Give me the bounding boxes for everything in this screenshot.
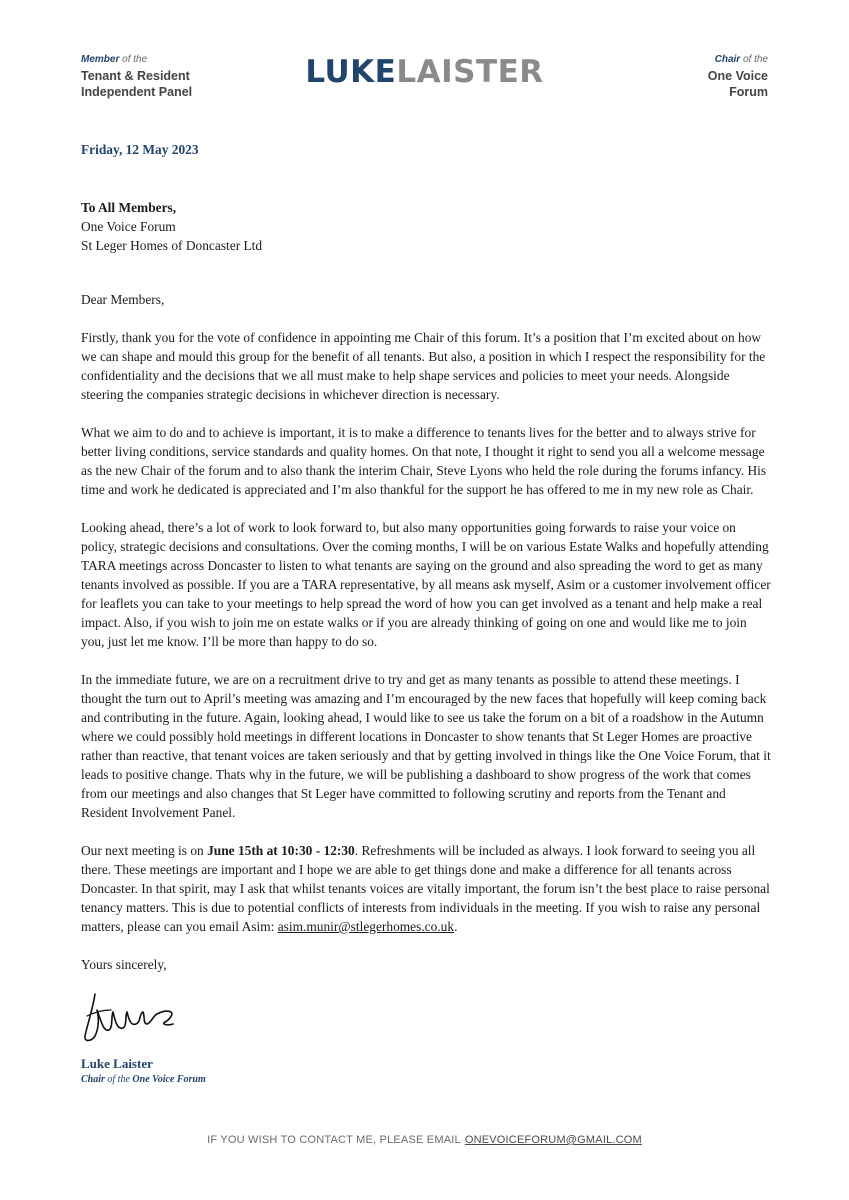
letter-date: Friday, 12 May 2023: [81, 142, 199, 157]
address-line1: One Voice Forum: [81, 219, 176, 234]
member-role: Member: [81, 54, 120, 65]
footer-text: IF YOU WISH TO CONTACT ME, PLEASE EMAIL: [207, 1134, 461, 1146]
logo-last-name: LAISTER: [396, 54, 544, 90]
header-chair-block: [708, 52, 768, 100]
letter-body: [81, 328, 771, 993]
paragraph-4: In the immediate future, we are on a recruitment drive to try and get as many tenants as possible to attend these meetings. I thought the turn out to April’s meeting was amazing and I’m encouraged by the new faces that hopefully will keep coming back and contributing in the future. Again, looking ahead, I would like to see us take the forum on a bit of a roadshow in the Autumn where we could possibly hold meetings in different locations in Doncaster to show tenants that St Leger Homes are proactive rather than reactive, that tenant voices are taken seriously and that by getting involved in things like the One Voice Forum, that it leads to positive change. Thats why in the future, we will be publishing a dashboard to show progress of the work that comes from our meetings and also changes that St Leger have committed to following scrutiny and reports from the Tenant and Resident Involvement Panel.: [81, 672, 771, 820]
signatory-role-prefix: Chair: [81, 1074, 105, 1085]
member-panel-line1: Tenant & Resident: [81, 69, 190, 83]
asim-email-link[interactable]: asim.munir@stlegerhomes.co.uk: [277, 919, 455, 934]
chair-of: of the: [742, 54, 768, 65]
member-of: of the: [122, 54, 148, 65]
paragraph-3: Looking ahead, there’s a lot of work to look forward to, but also many opportunities going forwards to raise your voice on policy, strategic decisions and consultations. Over the coming months, I will be on various Estate Walks and hopefully attending TARA meetings across Doncaster to listen to what tenants are saying on the ground and also spreading the word to get as many tenants involved as possible. If you are a TARA representative, by all means ask myself, Asim or a customer involvement officer for leaflets you can take to your meetings to help spread the word of how you can get involved as a tenant and help make a real impact. Also, if you wish to join me on estate walks or if you are already thinking of going on one and would like me to join you, just let me know. I’ll be more than happy to do so.: [81, 520, 771, 649]
address-line2: St Leger Homes of Doncaster Ltd: [81, 238, 263, 253]
chair-forum-line2: Forum: [729, 85, 768, 99]
signatory-role-mid: of the: [104, 1074, 133, 1085]
chair-role: Chair: [714, 54, 741, 65]
p5-intro: Our next meeting is on: [81, 843, 208, 858]
p5-body: . Refreshments will be included as always. I look forward to seeing you all there. These meetings are important and I hope we are able to get things done and make a difference for all tenants across Doncaster. In that spirit, may I ask that whilst tenants voices are vitally important, the forum isn’t the best place to raise personal tenancy matters. This is due to potential conflicts of interests from individuals in the meeting. If you wish to raise any personal matters, please can you email Asim:: [81, 843, 770, 934]
recipient-address: [81, 198, 781, 255]
signatory-name: Luke Laister: [81, 1056, 153, 1071]
paragraph-2: What we aim to do and to achieve is important, it is to make a difference to tenants lives for the better and to always strive for better living conditions, service standards and quality homes. On that note, I thought it right to send you all a welcome message as the new Chair of the forum and to also thank the interim Chair, Steve Lyons who held the role during the forums infancy. His time and work he dedicated is appreciated and I’m also thankful for the support he has offered to me in my new role as Chair.: [81, 425, 767, 497]
paragraph-5: [81, 841, 771, 936]
p5-end: .: [454, 919, 458, 934]
meeting-time: June 15th at 10:30 - 12:30: [207, 843, 355, 858]
logo-first-name: LUKE: [305, 54, 397, 90]
member-panel-line2: Independent Panel: [81, 85, 193, 99]
contact-footer: [0, 1134, 849, 1146]
signatory-role-org: One Voice Forum: [132, 1074, 206, 1085]
address-to: To All Members,: [81, 200, 177, 215]
handwritten-signature: [81, 986, 181, 1046]
chair-forum-line1: One Voice: [707, 69, 768, 83]
closing: Yours sincerely,: [81, 957, 167, 972]
forum-email-link[interactable]: ONEVOICEFORUM@GMAIL.COM: [464, 1134, 642, 1146]
paragraph-1: Firstly, thank you for the vote of confidence in appointing me Chair of this forum. It’s a position that I’m excited about on how we can shape and mould this group for the benefit of all tenants. But also, a position in which I respect the responsibility for the confidentiality and the decisions that we all must make to help shape services and policies to meet your needs. Alongside steering the companies strategic decisions in whichever direction is necessary.: [81, 330, 766, 402]
salutation: Dear Members,: [81, 292, 165, 307]
signatory-role: [81, 1074, 206, 1085]
